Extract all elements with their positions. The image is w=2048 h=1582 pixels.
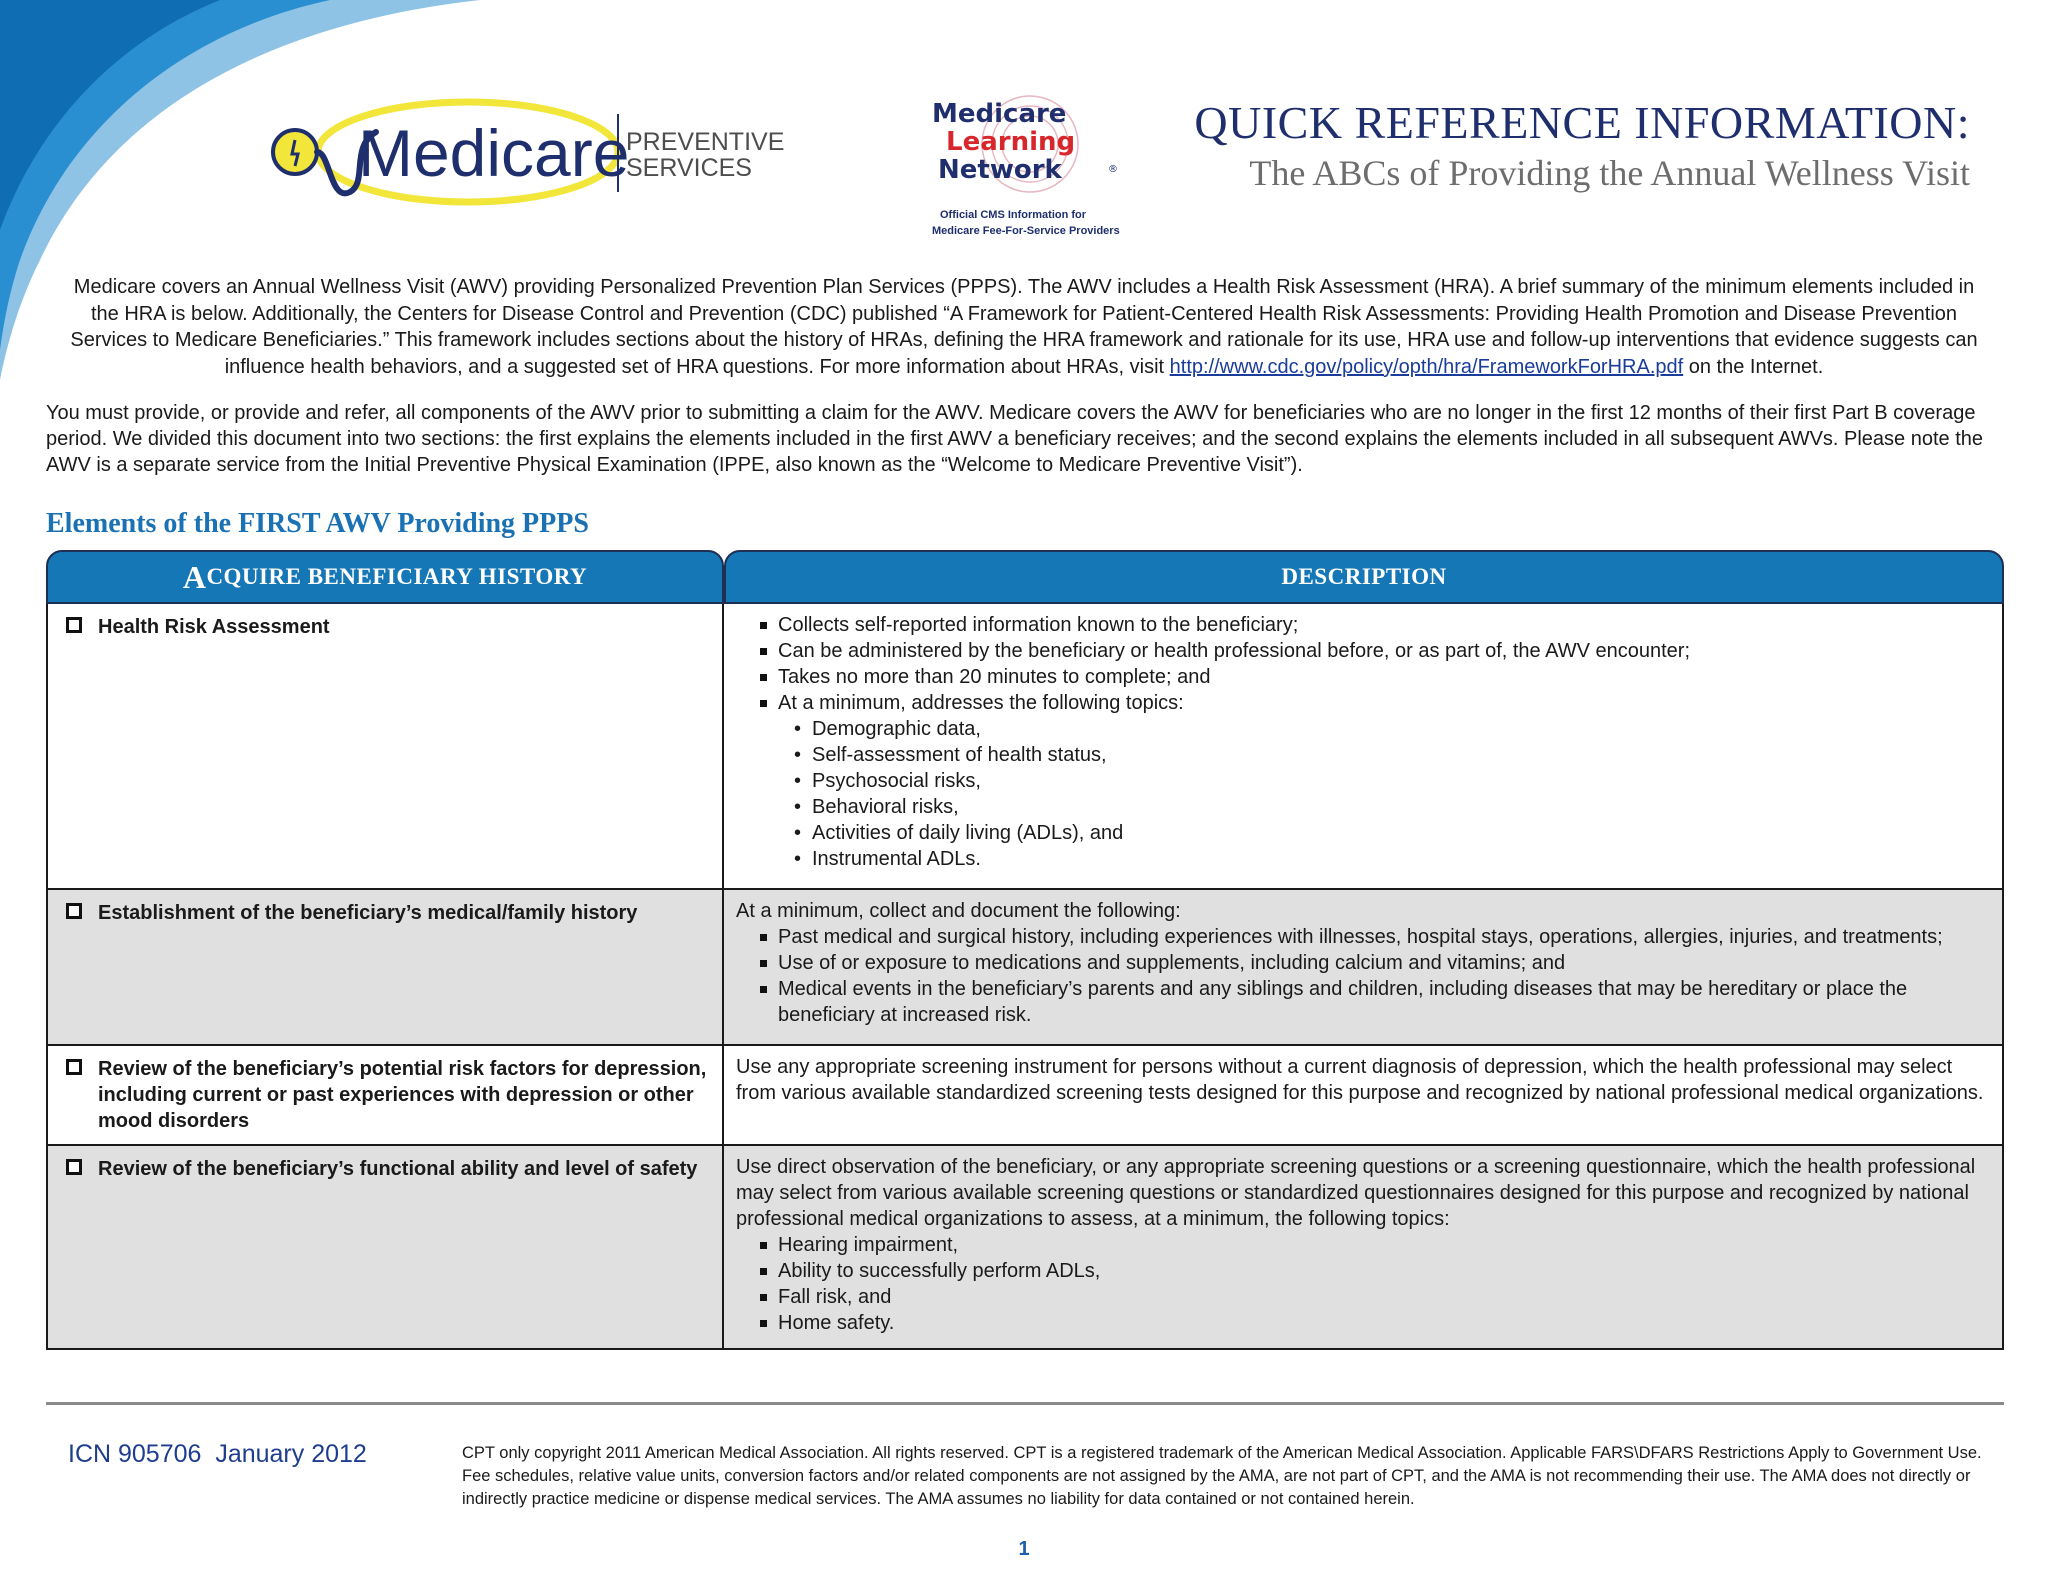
list-item: • Self-assessment of health status, <box>794 742 1990 768</box>
medicare-wordmark: Medicare <box>358 116 630 190</box>
list-item: • Psychosocial risks, <box>794 768 1990 794</box>
sub-bullet-list <box>736 716 1990 872</box>
page-subtitle: The ABCs of Providing the Annual Wellness Visit <box>1249 153 1970 193</box>
checkbox-medical-family-history[interactable] <box>66 903 82 919</box>
mln-registered-mark: ® <box>1108 164 1118 175</box>
awv-elements-table <box>46 550 2004 1350</box>
footer-divider <box>46 1402 2004 1405</box>
description-intro: Use direct observation of the beneficiary, or any appropriate screening questions or a screening questionnaire, which the health professional may select from various available screening questions or standardized questionnaires designed for this purpose and recognized by national professional medical organizations to assess, at a minimum, the following topics: <box>736 1156 1976 1230</box>
description-cell <box>724 604 2002 888</box>
intro-paragraph-1 <box>58 274 1990 380</box>
list-item: • Instrumental ADLs. <box>794 846 1990 872</box>
column-header-acquire-history <box>46 550 724 604</box>
table-row-health-risk-assessment <box>46 604 2004 890</box>
element-label: Health Risk Assessment <box>98 616 330 638</box>
list-item: Home safety. <box>760 1310 1990 1336</box>
medicare-preventive-services-logo <box>268 92 828 212</box>
bullet-list <box>736 924 1990 1028</box>
list-item: Collects self-reported information known to the beneficiary; <box>760 612 1990 638</box>
logo-tagline-line2: SERVICES <box>626 154 752 182</box>
description-text: Use any appropriate screening instrument for persons without a current diagnosis of depression, which the health professional may select from various available standardized screening tests designed for this purpose and recognized by national professional medical organizations. <box>736 1056 1984 1104</box>
element-cell <box>48 1146 724 1348</box>
intro-paragraph-1-tail: on the Internet. <box>1688 355 1824 378</box>
list-item: Past medical and surgical history, including experiences with illnesses, hospital stays, operations, allergies, injuries, and treatments; <box>760 924 1990 950</box>
checkbox-health-risk-assessment[interactable] <box>66 617 82 633</box>
list-item: At a minimum, addresses the following topics: <box>760 690 1990 716</box>
list-item: Fall risk, and <box>760 1284 1990 1310</box>
list-item: • Behavioral risks, <box>794 794 1990 820</box>
element-label: Review of the beneficiary’s functional ability and level of safety <box>98 1158 698 1180</box>
element-cell <box>48 890 724 1044</box>
column-header-rest: CQUIRE BENEFICIARY HISTORY <box>206 564 588 589</box>
list-item: Takes no more than 20 minutes to complete; and <box>760 664 1990 690</box>
element-cell <box>48 604 724 888</box>
description-cell <box>724 1146 2002 1348</box>
table-row-depression-risk <box>46 1046 2004 1146</box>
table-header <box>46 550 2004 604</box>
list-item: Use of or exposure to medications and supplements, including calcium and vitamins; and <box>760 950 1990 976</box>
mln-caption-line1: Official CMS Information for <box>940 209 1087 221</box>
description-cell <box>724 1046 2002 1144</box>
intro-paragraph-2: You must provide, or provide and refer, all components of the AWV prior to submitting a claim for the AWV. Medicare covers the AWV for beneficiaries who are no longer in the first 12 months of their first Part B coverage period. We divided this document into two sections: the first explains the elements included in the first AWV a beneficiary receives; and the second explains the elements included in all subsequent AWVs. Please note the AWV is a separate service from the Initial Preventive Physical Examination (IPPE, also known as the “Welcome to Medicare Preventive Visit”). <box>46 402 1984 476</box>
intro-paragraph-1-text: Medicare covers an Annual Wellness Visit (AWV) providing Personalized Prevention Plan Services (PPPS). The AWV includes a Health Risk Assessment (HRA). A brief summary of the minimum elements included in the HRA is below. Additionally, the Centers for Disease Control and Prevention (CDC) published “A Framework for Patient-Centered Health Risk Assessments: Providing Health Promotion and Disease Prevention Services to Medicare Beneficiaries.” This framework includes sections about the history of HRAs, defining the HRA framework and rationale for its use, HRA use and follow-up interventions that evidence suggests can influence health behaviors, and a suggested set of HRA questions. For more information about HRAs, visit <box>70 276 1978 378</box>
list-item: Can be administered by the beneficiary or health professional before, or as part of, the AWV encounter; <box>760 638 1990 664</box>
list-item: Medical events in the beneficiary’s parents and any siblings and children, including diseases that may be hereditary or place the beneficiary at increased risk. <box>760 976 1990 1028</box>
description-cell <box>724 890 2002 1044</box>
table-row-functional-ability <box>46 1146 2004 1350</box>
column-header-initial: A <box>182 558 207 595</box>
copyright-notice: CPT only copyright 2011 American Medical Association. All rights reserved. CPT is a registered trademark of the American Medical Association. Applicable FARS\DFARS Restrictions Apply to Government Use. Fee schedules, relative value units, conversion factors and/or related components are not assigned by the AMA, are not part of CPT, and the AMA is not recommending their use. The AMA does not directly or indirectly practice medicine or dispense medical services. The AMA assumes no liability for data contained or not contained herein. <box>462 1444 1982 1508</box>
description-intro: At a minimum, collect and document the following: <box>736 900 1181 922</box>
page-title: QUICK REFERENCE INFORMATION: <box>1194 97 1970 148</box>
checkbox-depression-risk[interactable] <box>66 1059 82 1075</box>
list-item: • Activities of daily living (ADLs), and <box>794 820 1990 846</box>
list-item: Ability to successfully perform ADLs, <box>760 1258 1990 1284</box>
icn-date: ICN 905706 January 2012 <box>68 1440 367 1468</box>
bullet-list <box>736 612 1990 716</box>
page-number: 1 <box>1018 1538 1030 1560</box>
mln-line1: Medicare <box>932 99 1067 129</box>
bullet-list <box>736 1232 1990 1336</box>
medicare-logo-mark <box>268 92 828 212</box>
list-item: Hearing impairment, <box>760 1232 1990 1258</box>
mln-line3: Network <box>938 155 1062 185</box>
mln-caption-line2: Medicare Fee-For-Service Providers <box>932 225 1120 237</box>
mln-line2: Learning <box>946 127 1076 157</box>
element-label: Establishment of the beneficiary’s medical/family history <box>98 902 638 924</box>
hra-framework-link[interactable]: http://www.cdc.gov/policy/opth/hra/FrameworkForHRA.pdf <box>1169 355 1684 378</box>
list-item: • Demographic data, <box>794 716 1990 742</box>
element-label: Review of the beneficiary’s potential risk factors for depression, including current or past experiences with depression or other mood disorders <box>98 1058 707 1132</box>
element-cell <box>48 1046 724 1144</box>
table-row-medical-family-history <box>46 890 2004 1046</box>
checkbox-functional-ability[interactable] <box>66 1159 82 1175</box>
column-header-description: DESCRIPTION <box>724 550 2004 604</box>
logo-tagline-line1: PREVENTIVE <box>626 128 785 156</box>
section-heading: Elements of the FIRST AWV Providing PPPS <box>46 508 589 539</box>
